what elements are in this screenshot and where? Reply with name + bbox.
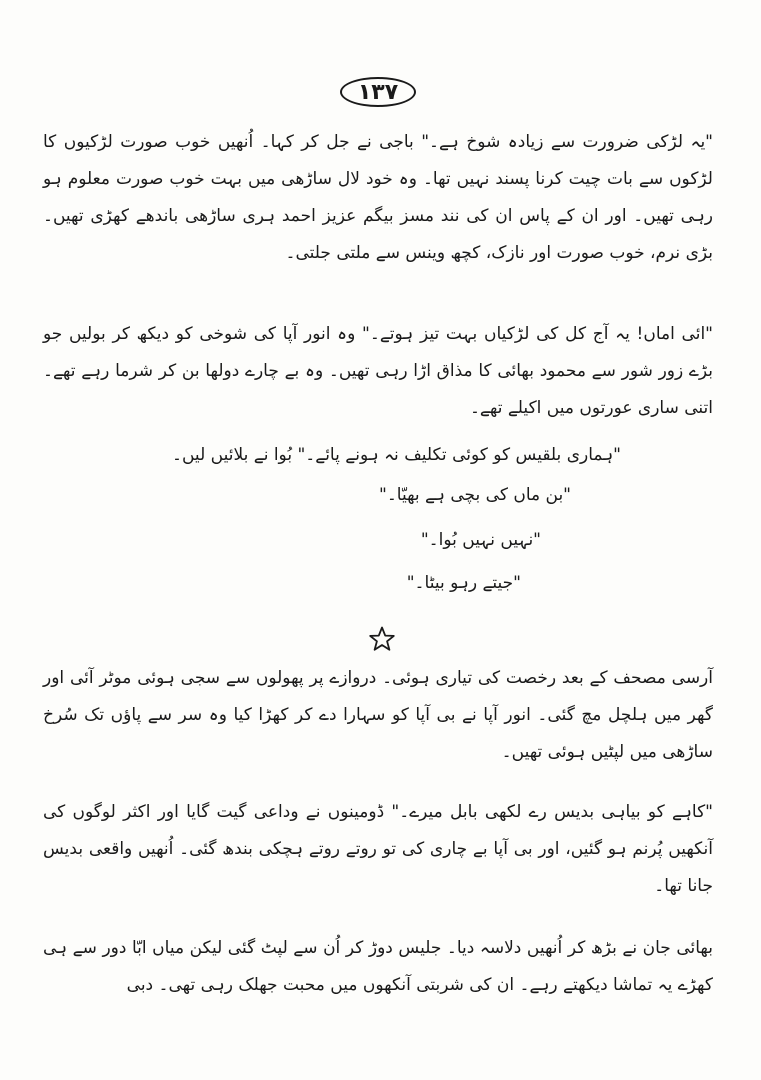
paragraph-1-text: "یہ لڑکی ضرورت سے زیادہ شوخ ہے۔" باجی نے جل کر کہا۔ اُنھیں خوب صورت لڑکیوں کا لڑکوں سے بات چیت کرنا پسند نہیں تھا۔ وہ خود لال ساڑھی میں بہت خوب صورت معلوم ہو رہی تھیں۔ اور ان کے پاس ان کی نند مسز بیگم عزیز احمد ہری ساڑھی باندھے کھڑی تھیں۔ بڑی نرم، خوب صورت اور نازک، کچھ وینس سے ملتی جلتی۔ xyxy=(43,132,713,263)
page-number-text: ۱۳۷ xyxy=(357,79,399,105)
dialogue-nahi-text: "نہیں نہیں بُوا۔" xyxy=(420,530,541,550)
paragraph-5 xyxy=(43,930,713,1030)
page-number xyxy=(340,77,416,107)
star-outline-icon xyxy=(369,626,395,652)
dialogue-bilqees xyxy=(172,436,621,474)
dialogue-jeete xyxy=(407,564,521,602)
paragraph-2 xyxy=(43,316,713,442)
dialogue-jeete-text: "جیتے رہو بیٹا۔" xyxy=(406,573,521,593)
dialogue-ma-text: "بن ماں کی بچی ہے بھیّا۔" xyxy=(379,485,571,505)
dialogue-ma xyxy=(379,476,571,514)
paragraph-4-text: "کاہے کو بیاہی بدیس رے لکھی بابل میرے۔" ڈومینوں نے وداعی گیت گایا اور اکثر لوگوں کی آنکھیں پُرنم ہو گئیں، اور بی آپا بے چاری کی تو روتے روتے ہچکی بندھ گئی۔ اُنھیں واقعی بدیس جانا تھا۔ xyxy=(43,802,713,896)
dialogue-bilqees-text: "ہماری بلقیس کو کوئی تکلیف نہ ہونے پائے۔" بُوا نے بلائیں لیں۔ xyxy=(172,445,621,465)
paragraph-3 xyxy=(43,660,713,786)
paragraph-4 xyxy=(43,794,713,920)
paragraph-3-text: آرسی مصحف کے بعد رخصت کی تیاری ہوئی۔ دروازے پر پھولوں سے سجی ہوئی موٹر آئی اور گھر میں ہلچل مچ گئی۔ انور آپا نے بی آپا کو سہارا دے کر کھڑا کیا وہ سر سے پاؤں تک سُرخ ساڑھی میں لپٹیں ہوئی تھیں۔ xyxy=(43,668,713,762)
paragraph-5-text: بھائی جان نے بڑھ کر اُنھیں دلاسہ دیا۔ جلیس دوڑ کر اُن سے لپٹ گئی لیکن میاں ابّا دور سے ہی کھڑے یہ تماشا دیکھتے رہے۔ ان کی شربتی آنکھوں میں محبت جھلک رہی تھی۔ دبی xyxy=(43,938,713,995)
paragraph-2-text: "ائی اماں! یہ آج کل کی لڑکیاں بہت تیز ہوتے۔" وہ انور آپا کی شوخی کو دیکھ کر بولیں جو بڑے زور شور سے محمود بھائی کا مذاق اڑا رہی تھیں۔ وہ بے چارے دولھا بن کر شرما رہے تھے۔ اتنی ساری عورتوں میں اکیلے تھے۔ xyxy=(43,324,713,418)
dialogue-nahi xyxy=(421,521,541,559)
paragraph-1 xyxy=(43,124,713,310)
